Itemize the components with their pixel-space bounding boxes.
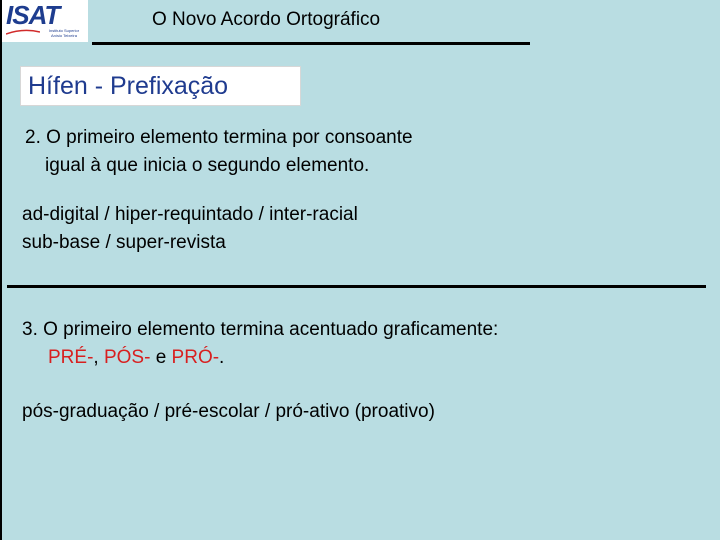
rule3-line1: 3. O primeiro elemento termina acentuado graficamente:: [22, 319, 499, 340]
header-divider: [92, 42, 530, 45]
prefix-end: .: [219, 347, 225, 368]
isat-logo: [2, 0, 88, 42]
rule2-examples-line1: ad-digital / hiper-requintado / inter-racial: [22, 204, 358, 225]
logo-subtitle: Instituto Superior Anísio Teixeira: [48, 28, 80, 38]
prefix-pos: PÓS-: [103, 347, 151, 368]
prefix-separator-1: ,: [93, 347, 104, 368]
rule2-examples-line2: sub-base / super-revista: [22, 232, 226, 253]
section-title: Hífen - Prefixação: [28, 72, 229, 100]
logo-wordmark: ISAT: [6, 0, 60, 30]
logo-swoosh-icon: [6, 29, 40, 35]
section-title-box: [20, 66, 301, 106]
page-header-title: O Novo Acordo Ortográfico: [152, 9, 381, 30]
section-divider: [7, 285, 706, 288]
prefix-pre: PRÉ-: [48, 347, 94, 368]
rule2-line1: 2. O primeiro elemento termina por consoante: [25, 127, 413, 148]
rule3-prefixes: [48, 346, 224, 369]
prefix-pro: PRÓ-: [171, 347, 220, 368]
rule2-line2: igual à que inicia o segundo elemento.: [45, 155, 370, 176]
slide-left-border: [0, 0, 2, 540]
rule3-examples: pós-graduação / pré-escolar / pró-ativo (proativo): [22, 401, 435, 422]
prefix-separator-2: e: [150, 347, 172, 368]
